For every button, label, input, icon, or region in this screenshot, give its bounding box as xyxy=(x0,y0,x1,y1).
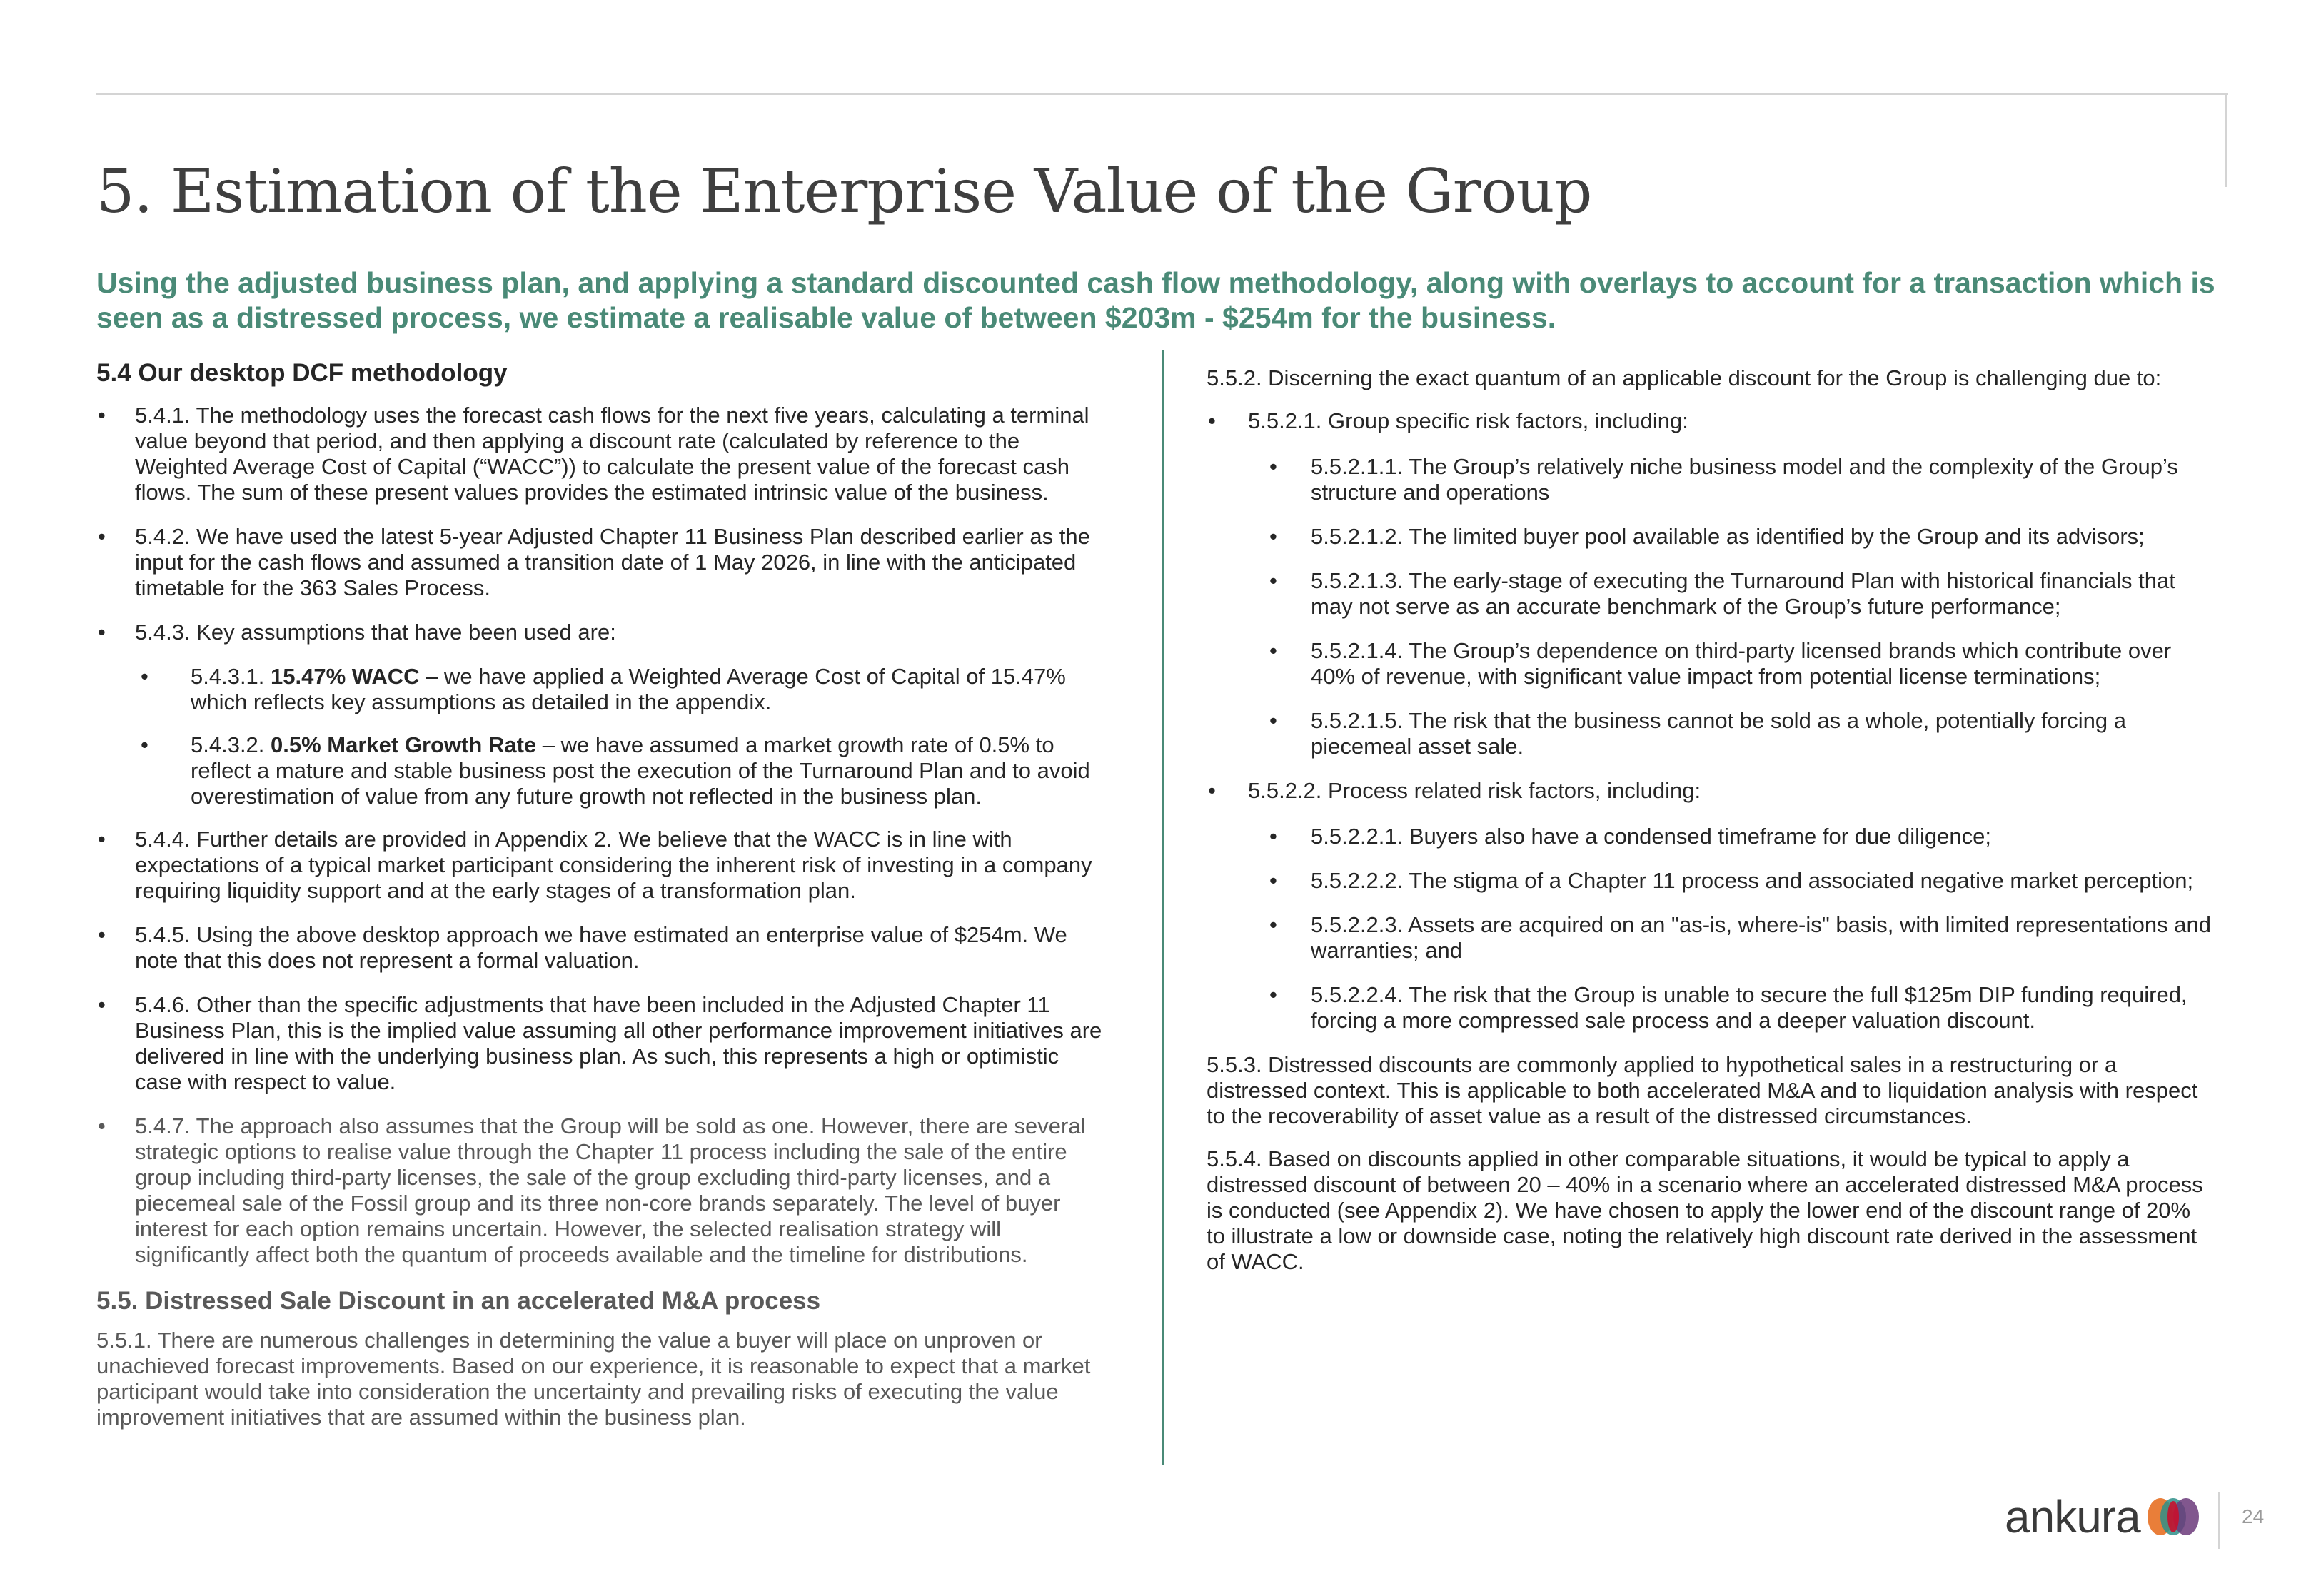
bullet-5-5-2-2-3: • 5.5.2.2.3. Assets are acquired on an "as-is, where-is" basis, with limited representations and warranties; and xyxy=(1269,912,2211,963)
bullet-dot: • xyxy=(1269,454,1277,479)
paragraph-5-5-3: 5.5.3. Distressed discounts are commonly applied to hypothetical sales in a restructuring or a distressed context. This is applicable to both accelerated M&A and to liquidation analysis with respect to the recoverability of asset value as a result of the distressed circumstances. xyxy=(1207,1052,2198,1128)
column-divider xyxy=(1162,350,1164,1465)
bullet-5-4-4: • 5.4.4. Further details are provided in Appendix 2. We believe that the WACC is in line with expectations of a typical market participant considering the inherent risk of investing in a company requiring liquidity support and at the early stages of a transformation plan. xyxy=(98,827,1092,903)
bullet-dot: • xyxy=(1269,824,1277,849)
paragraph-5-5-4: 5.5.4. Based on discounts applied in other comparable situations, it would be typical to apply a distressed discount of between 20 – 40% in a scenario where an accelerated distressed M&A process is conducted (see Appendix 2). We have chosen to apply the lower end of the discount range of 20% to illustrate a low or downside case, noting the relatively high discount rate derived in the assessment of WACC. xyxy=(1207,1146,2203,1274)
bullet-5-4-7: • 5.4.7. The approach also assumes that the Group will be sold as one. However, there are several strategic options to realise value through the Chapter 11 process including the sale of the entire group including third-party licenses, the sale of the group excluding third-party licenses, and a piecemeal sale of the Fossil group and its three non-core brands separately. The level of buyer interest for each option remains uncertain. However, the selected realisation strategy will significantly affect both the quantum of proceeds available and the timeline for distributions. xyxy=(98,1113,1086,1267)
top-rule xyxy=(96,93,2228,95)
paragraph-5-5-1: 5.5.1. There are numerous challenges in determining the value a buyer will place on unproven or unachieved forecast improvements. Based on our experience, it is reasonable to expect that a market participant would take into consideration the uncertainty and prevailing risks of executing the value improvement initiatives that are assumed within the business plan. xyxy=(96,1328,1091,1430)
bullet-dot: • xyxy=(98,827,106,852)
top-rule-corner xyxy=(2225,93,2227,187)
bullet-5-4-3-1: • 5.4.3.1. 15.47% WACC – we have applied a Weighted Average Cost of Capital of 15.47% which reflects key assumptions as detailed in the appendix. xyxy=(141,664,1066,714)
bullet-5-4-6: • 5.4.6. Other than the specific adjustments that have been included in the Adjusted Chapter 11 Business Plan, this is the implied value assuming all other performance improvement initiatives are delivered in line with the underlying business plan. As such, this represents a high or optimistic case with respect to value. xyxy=(98,992,1102,1094)
logo-ring-red xyxy=(2167,1501,2179,1532)
bullet-5-5-2-1-3: • 5.5.2.1.3. The early-stage of executing the Turnaround Plan with historical financials that may not serve as an accurate benchmark of the Group’s future performance; xyxy=(1269,568,2175,619)
section-heading-5-5: 5.5. Distressed Sale Discount in an accelerated M&A process xyxy=(96,1287,821,1315)
page-title: 5. Estimation of the Enterprise Value of the Group xyxy=(96,156,1592,226)
bullet-dot: • xyxy=(98,524,106,549)
bullet-5-4-5: • 5.4.5. Using the above desktop approach we have estimated an enterprise value of $254m. We note that this does not represent a formal valuation. xyxy=(98,922,1067,973)
bullet-5-4-3-2: • 5.4.3.2. 0.5% Market Growth Rate – we have assumed a market growth rate of 0.5% to reflect a mature and stable business post the execution of the Turnaround Plan and to avoid overestimation of value from any future growth not reflected in the business plan. xyxy=(141,732,1090,809)
bullet-5-4-3: • 5.4.3. Key assumptions that have been used are: xyxy=(98,620,616,645)
bullet-5-5-2-2-2: • 5.5.2.2.2. The stigma of a Chapter 11 process and associated negative market perception; xyxy=(1269,868,2194,893)
bullet-5-4-1: • 5.4.1. The methodology uses the forecast cash flows for the next five years, calculating a terminal value beyond that period, and then applying a discount rate (calculated by reference to the Weighted Average Cost of Capital (“WACC”)) to calculate the present value of the forecast cash flows. The sum of these present values provides the estimated intrinsic value of the business. xyxy=(98,403,1089,505)
logo-wordmark: ankura xyxy=(2005,1491,2140,1542)
bullet-dot: • xyxy=(1269,638,1277,663)
bullet-5-5-2-1: • 5.5.2.1. Group specific risk factors, including: xyxy=(1208,408,1688,433)
page-number: 24 xyxy=(2242,1505,2265,1527)
bullet-dot: • xyxy=(98,1113,106,1138)
paragraph-5-5-2: 5.5.2. Discerning the exact quantum of an applicable discount for the Group is challenging due to: xyxy=(1207,365,2162,390)
bullet-dot: • xyxy=(1269,982,1277,1007)
bullet-5-5-2-1-5: • 5.5.2.1.5. The risk that the business cannot be sold as a whole, potentially forcing a piecemeal asset sale. xyxy=(1269,708,2126,759)
bullet-dot: • xyxy=(141,732,148,757)
logo-mark-icon xyxy=(2145,1495,2202,1539)
bullet-dot: • xyxy=(98,403,106,428)
bullet-dot: • xyxy=(1269,912,1277,937)
ankura-logo xyxy=(2005,1488,2202,1545)
right-column xyxy=(1207,365,2213,1292)
bullet-5-5-2-1-4: • 5.5.2.1.4. The Group’s dependence on third-party licensed brands which contribute over 40% of revenue, with significant value impact from potential license terminations; xyxy=(1269,638,2172,689)
bullet-5-5-2-1-1: • 5.5.2.1.1. The Group’s relatively niche business model and the complexity of the Group’s structure and operations xyxy=(1269,454,2178,505)
bullet-5-5-2-2-4: • 5.5.2.2.4. The risk that the Group is unable to secure the full $125m DIP funding required, forcing a more compressed sale process and a deeper valuation discount. xyxy=(1269,982,2187,1033)
bullet-dot: • xyxy=(98,922,106,947)
bullet-dot: • xyxy=(1269,524,1277,549)
page-subtitle: Using the adjusted business plan, and applying a standard discounted cash flow methodology, along with overlays to account for a transaction which is seen as a distressed process, we estimate a realisable value of between $203m - $254m for the business. xyxy=(96,266,2215,334)
bullet-dot: • xyxy=(98,620,106,645)
bullet-5-4-2: • 5.4.2. We have used the latest 5-year Adjusted Chapter 11 Business Plan described earlier as the input for the cash flows and assumed a transition date of 1 May 2026, in line with the anticipated timetable for the 363 Sales Process. xyxy=(98,524,1090,600)
bullet-dot: • xyxy=(98,992,106,1017)
bullet-dot: • xyxy=(1269,708,1277,733)
bullet-dot: • xyxy=(141,664,148,689)
bullet-dot: • xyxy=(1269,568,1277,593)
bullet-5-5-2-2-1: • 5.5.2.2.1. Buyers also have a condensed timeframe for due diligence; xyxy=(1269,824,1991,849)
left-column xyxy=(96,358,1110,1446)
bullet-5-5-2-2: • 5.5.2.2. Process related risk factors, including: xyxy=(1208,778,1701,803)
bullet-dot: • xyxy=(1208,408,1216,433)
bullet-dot: • xyxy=(1208,778,1216,803)
bullet-dot: • xyxy=(1269,868,1277,893)
section-heading-5-4: 5.4 Our desktop DCF methodology xyxy=(96,359,508,387)
footer-divider xyxy=(2218,1492,2220,1549)
bullet-5-5-2-1-2: • 5.5.2.1.2. The limited buyer pool available as identified by the Group and its advisors; xyxy=(1269,524,2145,549)
